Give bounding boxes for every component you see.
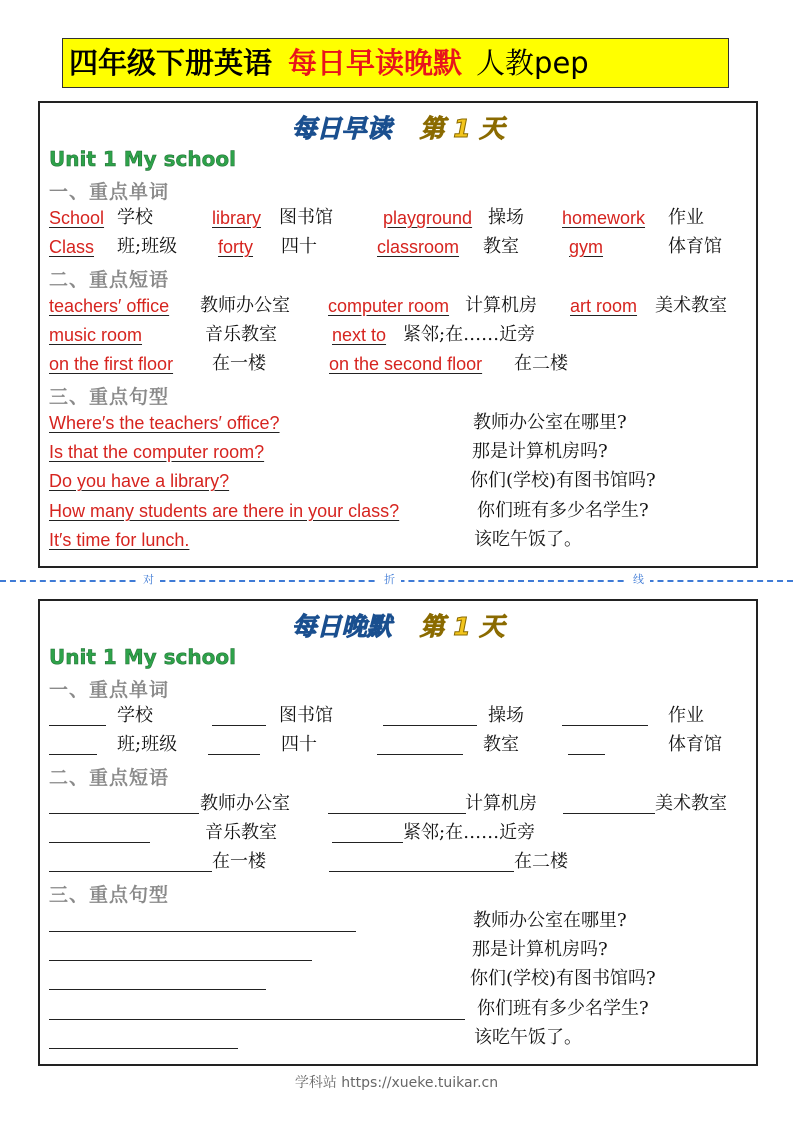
answer-blank[interactable] (49, 1019, 465, 1020)
word-cn: 图书馆 (279, 207, 333, 228)
sentence-en: How many students are there in your class? (49, 501, 400, 521)
phrase-cn: 紧邻;在……近旁 (403, 324, 536, 345)
phrase-en: on the second floor (329, 354, 483, 374)
sentence-en: Do you have a library? (49, 471, 230, 491)
unit-heading: Unit 1 My school (49, 645, 236, 669)
word-cn: 体育馆 (668, 236, 722, 257)
sentence-en: Where′s the teachers′ office? (49, 413, 280, 433)
answer-blank[interactable] (563, 813, 655, 814)
word-cn: 作业 (668, 705, 704, 726)
phrase-cn: 计算机房 (465, 793, 537, 814)
word-cn: 教室 (483, 734, 519, 755)
sentence-cn: 那是计算机房吗? (472, 939, 608, 960)
word-cn: 班;班级 (117, 236, 178, 257)
phrase-en: teachers′ office (49, 296, 170, 316)
word-en: Class (49, 237, 95, 257)
phrase-en: on the first floor (49, 354, 174, 374)
answer-blank[interactable] (568, 754, 605, 755)
word-en: gym (569, 237, 604, 257)
page-banner (62, 38, 729, 88)
answer-blank[interactable] (49, 871, 212, 872)
word-cn: 体育馆 (668, 734, 722, 755)
answer-blank[interactable] (328, 813, 466, 814)
answer-blank[interactable] (212, 725, 266, 726)
word-en: playground (383, 208, 473, 228)
word-cn: 图书馆 (279, 705, 333, 726)
sentence-cn: 你们班有多少名学生? (477, 500, 649, 521)
section-heading-phrases: 二、重点短语 (49, 269, 170, 291)
phrase-cn: 计算机房 (465, 295, 537, 316)
phrase-cn: 音乐教室 (205, 822, 277, 843)
sentence-en: Is that the computer room? (49, 442, 265, 462)
phrase-en: next to (332, 325, 387, 345)
sentence-cn: 教师办公室在哪里? (473, 412, 627, 433)
word-en: library (212, 208, 262, 228)
word-en: School (49, 208, 105, 228)
phrase-en: computer room (328, 296, 450, 316)
answer-blank[interactable] (49, 725, 106, 726)
word-cn: 四十 (281, 236, 317, 257)
answer-blank[interactable] (49, 931, 356, 932)
phrase-cn: 教师办公室 (200, 793, 290, 814)
phrase-cn: 美术教室 (655, 793, 727, 814)
sentence-cn: 该吃午饭了。 (474, 529, 582, 550)
site-footer: 学科站 https://xueke.tuikar.cn (294, 1075, 499, 1091)
phrase-en: art room (570, 296, 638, 316)
panel-title-day: 第 1 天 (419, 612, 505, 641)
section-heading-sentences: 三、重点句型 (49, 386, 170, 408)
sentence-cn: 你们(学校)有图书馆吗? (470, 968, 656, 989)
unit-heading: Unit 1 My school (49, 147, 236, 171)
word-cn: 操场 (488, 705, 524, 726)
sentence-cn: 你们班有多少名学生? (477, 998, 649, 1019)
section-heading-phrases: 二、重点短语 (49, 767, 170, 789)
phrase-cn: 紧邻;在……近旁 (403, 822, 536, 843)
evening-dictation-panel (38, 599, 758, 1066)
answer-blank[interactable] (49, 989, 266, 990)
phrase-cn: 教师办公室 (200, 295, 290, 316)
panel-title-main: 每日晚默 (291, 612, 392, 641)
phrase-cn: 音乐教室 (205, 324, 277, 345)
answer-blank[interactable] (49, 960, 312, 961)
answer-blank[interactable] (49, 754, 97, 755)
phrase-en: music room (49, 325, 143, 345)
answer-blank[interactable] (377, 754, 463, 755)
sentence-cn: 那是计算机房吗? (472, 441, 608, 462)
fold-label: 折 (378, 574, 401, 586)
answer-blank[interactable] (49, 1048, 238, 1049)
banner-highlight: 每日早读晚默 (288, 46, 463, 80)
phrase-cn: 在一楼 (212, 851, 266, 872)
panel-title-day: 第 1 天 (419, 114, 505, 143)
sentence-cn: 你们(学校)有图书馆吗? (470, 470, 656, 491)
answer-blank[interactable] (208, 754, 260, 755)
answer-blank[interactable] (49, 813, 199, 814)
answer-blank[interactable] (562, 725, 648, 726)
section-heading-words: 一、重点单词 (49, 679, 170, 701)
word-cn: 操场 (488, 207, 524, 228)
word-cn: 班;班级 (117, 734, 178, 755)
word-en: homework (562, 208, 646, 228)
word-en: forty (218, 237, 254, 257)
answer-blank[interactable] (332, 842, 403, 843)
panel-title (40, 607, 756, 643)
fold-label: 对 (137, 574, 160, 586)
word-cn: 学校 (117, 705, 153, 726)
morning-reading-panel (38, 101, 758, 568)
panel-title-main: 每日早读 (291, 114, 392, 143)
sentence-cn: 教师办公室在哪里? (473, 910, 627, 931)
section-heading-words: 一、重点单词 (49, 181, 170, 203)
phrase-cn: 在二楼 (514, 851, 568, 872)
word-en: classroom (377, 237, 460, 257)
phrase-cn: 在一楼 (212, 353, 266, 374)
banner-edition: 人教pep (476, 46, 589, 80)
phrase-cn: 美术教室 (655, 295, 727, 316)
banner-grade: 四年级下册英语 (69, 46, 273, 80)
phrase-cn: 在二楼 (514, 353, 568, 374)
word-cn: 作业 (668, 207, 704, 228)
answer-blank[interactable] (49, 842, 150, 843)
word-cn: 四十 (281, 734, 317, 755)
word-cn: 教室 (483, 236, 519, 257)
panel-title (40, 109, 756, 145)
answer-blank[interactable] (329, 871, 514, 872)
fold-label: 线 (627, 574, 650, 586)
section-heading-sentences: 三、重点句型 (49, 884, 170, 906)
word-cn: 学校 (117, 207, 153, 228)
sentence-cn: 该吃午饭了。 (474, 1027, 582, 1048)
answer-blank[interactable] (383, 725, 477, 726)
sentence-en: It′s time for lunch. (49, 530, 190, 550)
